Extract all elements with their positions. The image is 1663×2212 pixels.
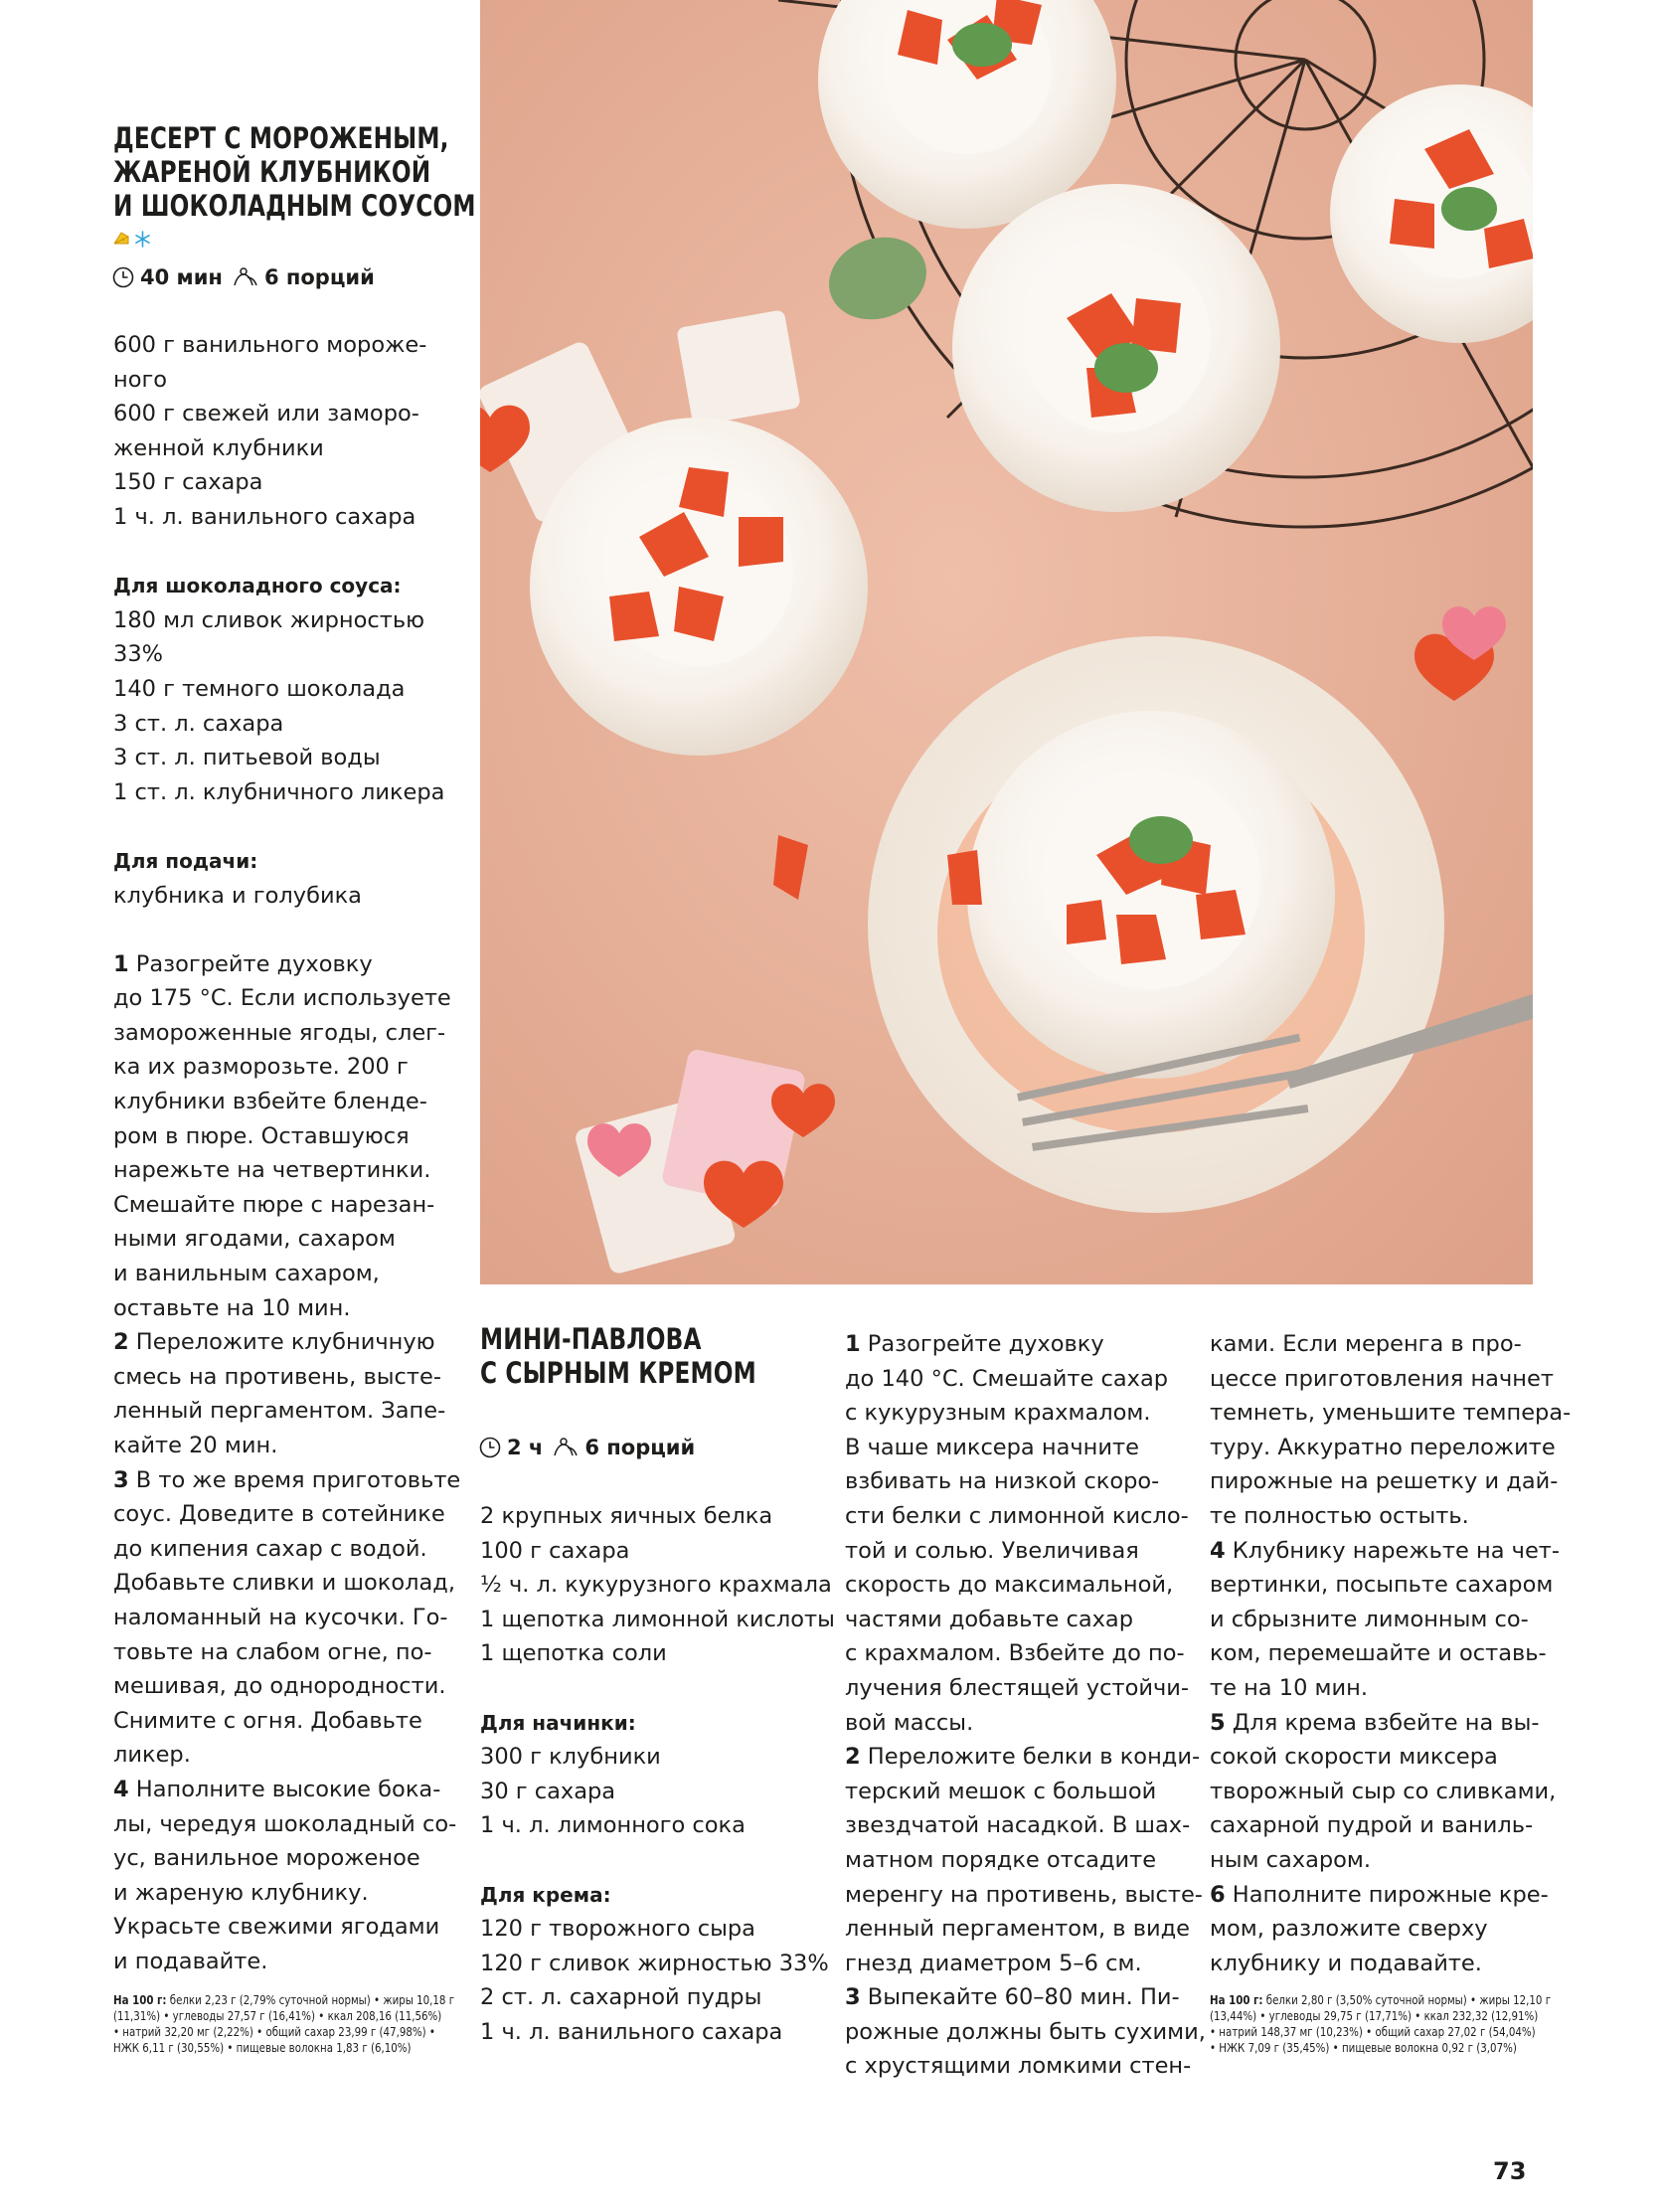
- nutrition-text: • НЖК 7,09 г (35,45%) • пищевые волокна 0,92 г (3,07%): [1210, 2040, 1517, 2055]
- step: [1210, 1534, 1571, 1706]
- step-number: 4: [113, 1776, 129, 1802]
- step-text: меренгу на противень, высте-: [845, 1881, 1203, 1908]
- serving-heading: Для подачи:: [113, 848, 258, 873]
- step-text: сокой скорости миксера: [1210, 1744, 1498, 1771]
- ingredient: 3 ст. л. сахара: [113, 710, 284, 737]
- step: [113, 1463, 460, 1773]
- step-text: Украсьте свежими ягодами: [113, 1914, 440, 1941]
- step-text: Добавьте сливки и шоколад,: [113, 1570, 455, 1597]
- step-text: и подавайте.: [113, 1948, 268, 1974]
- recipe2-steps-column-2: [1210, 1327, 1571, 1980]
- step-text: оставьте на 10 мин.: [113, 1294, 351, 1321]
- step-number: 1: [113, 950, 129, 977]
- nutrition-label: На 100 г:: [1210, 1992, 1263, 2007]
- step-text: матном порядке отсадите: [845, 1846, 1157, 1873]
- step-text: те на 10 мин.: [1210, 1674, 1368, 1701]
- nutrition-text: • натрий 148,37 мг (10,23%) • общий сахар 27,02 г (54,04%): [1210, 2024, 1536, 2039]
- step-text: Переложите белки в конди-: [860, 1744, 1201, 1771]
- recipe2-meta: [479, 1435, 695, 1460]
- recipe1-text-column: [113, 328, 460, 1979]
- step-number: 6: [1210, 1881, 1226, 1908]
- step-text: В чаше миксера начните: [845, 1434, 1139, 1460]
- page-number: 73: [1493, 2157, 1527, 2185]
- recipe1-nutrition: [113, 1992, 454, 2056]
- dessert-photo: [480, 0, 1533, 1284]
- step-number: 1: [845, 1331, 861, 1357]
- nutrition-text: (13,44%) • углеводы 29,75 г (17,71%) • ккал 232,32 (12,91%): [1210, 2008, 1539, 2023]
- step-text: кайте 20 мин.: [113, 1433, 278, 1458]
- step-text: клубнику и подавайте.: [1210, 1950, 1482, 1976]
- step-text: Смешайте пюре с нарезан-: [113, 1191, 435, 1218]
- snowflake-icon: [134, 231, 151, 248]
- ingredient: 150 г сахара: [113, 469, 263, 496]
- title-line: С СЫРНЫМ КРЕМОМ: [480, 1356, 756, 1390]
- ingredient: женной клубники: [113, 434, 324, 461]
- title-line: МИНИ-ПАВЛОВА: [480, 1322, 702, 1356]
- step-text: вой массы.: [845, 1709, 974, 1736]
- step-number: 4: [1210, 1537, 1226, 1564]
- step-text: с кукурузным крахмалом.: [845, 1400, 1151, 1427]
- step-text: до 175 °С. Если используете: [113, 985, 451, 1012]
- step-text: лы, чередуя шоколадный со-: [113, 1810, 457, 1837]
- recipe1-title: [113, 121, 476, 223]
- nutrition-text: НЖК 6,11 г (30,55%) • пищевые волокна 1,83 г (6,10%): [113, 2040, 412, 2055]
- ingredient: 140 г темного шоколада: [113, 675, 406, 702]
- step-continuation: [1210, 1327, 1571, 1534]
- recipe1-meta: [112, 264, 375, 290]
- nutrition-text: белки 2,80 г (3,50% суточной нормы) • жиры 12,10 г: [1262, 1992, 1552, 2007]
- ingredient: ½ ч. л. кукурузного крахмала: [480, 1572, 832, 1599]
- step-text: клубники взбейте блендe-: [113, 1089, 427, 1115]
- step-text: Разогрейте духовку: [128, 950, 373, 977]
- step-text: с крахмалом. Взбейте до по-: [845, 1640, 1185, 1667]
- step-text: и сбрызните лимонным со-: [1210, 1606, 1529, 1632]
- step: [1210, 1878, 1571, 1981]
- step: [113, 1325, 460, 1462]
- ingredient: 180 мл сливок жирностью: [113, 606, 425, 633]
- clock-icon: [112, 266, 134, 288]
- step-text: лучения блестящей устойчи-: [845, 1674, 1189, 1701]
- step: [113, 947, 460, 1326]
- sauce-list: [113, 603, 460, 810]
- step-text: В то же время приготовьте: [128, 1466, 461, 1493]
- step-number: 3: [113, 1466, 129, 1493]
- step-text: мешивая, до однородности.: [113, 1673, 446, 1700]
- step-text: ром в пюре. Оставшуюся: [113, 1122, 410, 1149]
- cheese-icon: [113, 231, 130, 246]
- step-text: ликер.: [113, 1742, 191, 1769]
- step-text: ус, ванильное мороженое: [113, 1845, 420, 1872]
- ingredient: 120 г сливок жирностью 33%: [480, 1950, 829, 1976]
- step: [113, 1773, 460, 1979]
- servings: 6 порций: [584, 1436, 696, 1459]
- nutrition-text: • натрий 32,20 мг (2,22%) • общий сахар 23,99 г (47,98%) •: [113, 2024, 435, 2039]
- ingredient: 600 г свежей или заморо-: [113, 401, 419, 427]
- step-text: ленный пергаментом, в виде: [845, 1916, 1191, 1943]
- cream-heading: Для крема:: [480, 1882, 611, 1907]
- nutrition-text: (11,31%) • углеводы 27,57 г (16,41%) • ккал 208,16 (11,56%): [113, 2008, 442, 2023]
- step-text: взбивать на низкой скоро-: [845, 1468, 1160, 1495]
- step-text: творожный сыр со сливками,: [1210, 1778, 1557, 1804]
- step-text: нарежьте на четвертинки.: [113, 1157, 431, 1184]
- step-text: цессе приготовления начнет: [1210, 1365, 1554, 1392]
- step-text: той и солью. Увеличивая: [845, 1537, 1139, 1564]
- step-text: туру. Аккуратно переложите: [1210, 1434, 1556, 1460]
- step-text: замороженные ягоды, слег-: [113, 1019, 446, 1046]
- filling-heading: Для начинки:: [480, 1710, 636, 1735]
- servings-icon: [233, 267, 258, 287]
- step-text: соус. Доведите в сотейнике: [113, 1501, 445, 1528]
- step-text: товьте на слабом огне, по-: [113, 1638, 432, 1665]
- ingredient: 2 крупных яичных белка: [480, 1503, 773, 1529]
- step-text: частями добавьте сахар: [845, 1606, 1133, 1632]
- step-text: до кипения сахар с водой.: [113, 1535, 427, 1562]
- step-text: смесь на противень, высте-: [113, 1363, 441, 1390]
- ingredient: 30 г сахара: [480, 1778, 616, 1804]
- ingredient: 300 г клубники: [480, 1744, 661, 1771]
- ingredient: 1 ч. л. ванильного сахара: [480, 2018, 783, 2045]
- servings: 6 порций: [263, 265, 375, 289]
- step-text: ками. Если меренга в про-: [1210, 1331, 1522, 1357]
- step-text: сти белки с лимонной кисло-: [845, 1502, 1189, 1529]
- step-text: вертинки, посыпьте сахаром: [1210, 1572, 1554, 1599]
- ingredient: 1 ч. л. ванильного сахара: [113, 503, 416, 530]
- step: [1210, 1706, 1571, 1878]
- ingredient: клубника и голубика: [113, 882, 362, 909]
- sauce-heading: Для шоколадного соуса:: [113, 574, 402, 598]
- cook-time: 2 ч: [507, 1436, 544, 1459]
- title-line: ЖАРЕНОЙ КЛУБНИКОЙ: [113, 155, 431, 189]
- recipe1-steps: [113, 947, 460, 1979]
- step-text: сахарной пудрой и ваниль-: [1210, 1812, 1534, 1839]
- step-text: ленный пергаментом. Запе-: [113, 1398, 446, 1425]
- step-text: Для крема взбейте на вы-: [1225, 1709, 1540, 1736]
- recipe2-ingredients-column: [480, 1499, 835, 2050]
- ingredient: 2 ст. л. сахарной пудры: [480, 1984, 762, 2011]
- step-text: темнеть, уменьшите темпера-: [1210, 1400, 1572, 1427]
- step-text: мом, разложите сверху: [1210, 1916, 1488, 1943]
- ingredient: 1 щепотка лимонной кислоты: [480, 1606, 835, 1632]
- step-number: 5: [1210, 1709, 1226, 1736]
- step-text: Клубнику нарежьте на чет-: [1225, 1537, 1561, 1564]
- ingredient: 3 ст. л. питьевой воды: [113, 745, 381, 771]
- step-text: Разогрейте духовку: [860, 1331, 1104, 1357]
- recipe2-nutrition: [1210, 1992, 1551, 2056]
- nutrition-label: На 100 г:: [113, 1992, 167, 2007]
- ingredient: 1 ст. л. клубничного ликера: [113, 778, 445, 805]
- ingredient: 100 г сахара: [480, 1537, 630, 1564]
- step-text: ным сахаром.: [1210, 1846, 1372, 1873]
- clock-icon: [479, 1437, 501, 1458]
- step-text: и ванильным сахаром,: [113, 1261, 380, 1287]
- step-text: ком, перемешайте и оставь-: [1210, 1640, 1547, 1667]
- nutrition-text: белки 2,23 г (2,79% суточной нормы) • жиры 10,18 г: [166, 1992, 455, 2007]
- step-text: ными ягодами, сахаром: [113, 1226, 396, 1253]
- ingredient: 1 ч. л. лимонного сока: [480, 1812, 746, 1839]
- step-text: Переложите клубничную: [128, 1329, 435, 1356]
- ingredient: ного: [113, 366, 168, 393]
- step-text: Снимите с огня. Добавьте: [113, 1707, 422, 1734]
- step-text: и жареную клубнику.: [113, 1879, 369, 1906]
- step-text: рожные должны быть сухими,: [845, 2018, 1206, 2045]
- step-number: 2: [845, 1744, 861, 1771]
- step-text: звездчатой насадкой. В шах-: [845, 1812, 1191, 1839]
- step-text: скорость до максимальной,: [845, 1572, 1174, 1599]
- title-line: И ШОКОЛАДНЫМ СОУСОМ: [113, 189, 476, 223]
- step-text: гнезд диаметром 5–6 см.: [845, 1950, 1142, 1976]
- step-text: Выпекайте 60–80 мин. Пи-: [860, 1984, 1180, 2011]
- step-number: 3: [845, 1984, 861, 2011]
- recipe2-title: [480, 1322, 756, 1390]
- step-text: с хрустящими ломкими стен-: [845, 2053, 1192, 2080]
- ingredient: 1 щепотка соли: [480, 1640, 667, 1667]
- ingredient: 120 г творожного сыра: [480, 1916, 755, 1943]
- step-text: ка их разморозьте. 200 г: [113, 1054, 409, 1081]
- step-text: пирожные на решетку и дай-: [1210, 1468, 1559, 1495]
- cook-time: 40 мин: [140, 265, 223, 289]
- step-text: те полностью остыть.: [1210, 1502, 1469, 1529]
- ingredient: 33%: [113, 641, 164, 668]
- step-text: терский мешок с большой: [845, 1778, 1157, 1804]
- step-text: до 140 °С. Смешайте сахар: [845, 1365, 1169, 1392]
- step-text: наломанный на кусочки. Го-: [113, 1604, 448, 1630]
- step-text: Наполните пирожные кре-: [1225, 1881, 1549, 1908]
- recipe1-tags: [113, 231, 151, 248]
- ingredient: 600 г ванильного мороже-: [113, 332, 427, 358]
- title-line: ДЕСЕРТ С МОРОЖЕНЫМ,: [113, 121, 449, 155]
- step: [845, 1980, 1206, 2084]
- step-text: Наполните высокие бока-: [128, 1776, 441, 1802]
- step: [845, 1740, 1206, 1980]
- recipe2-steps-column-1: [845, 1327, 1206, 2084]
- servings-icon: [553, 1438, 579, 1457]
- step: [845, 1327, 1206, 1740]
- ingredient-list: [113, 328, 460, 535]
- step-number: 2: [113, 1329, 129, 1356]
